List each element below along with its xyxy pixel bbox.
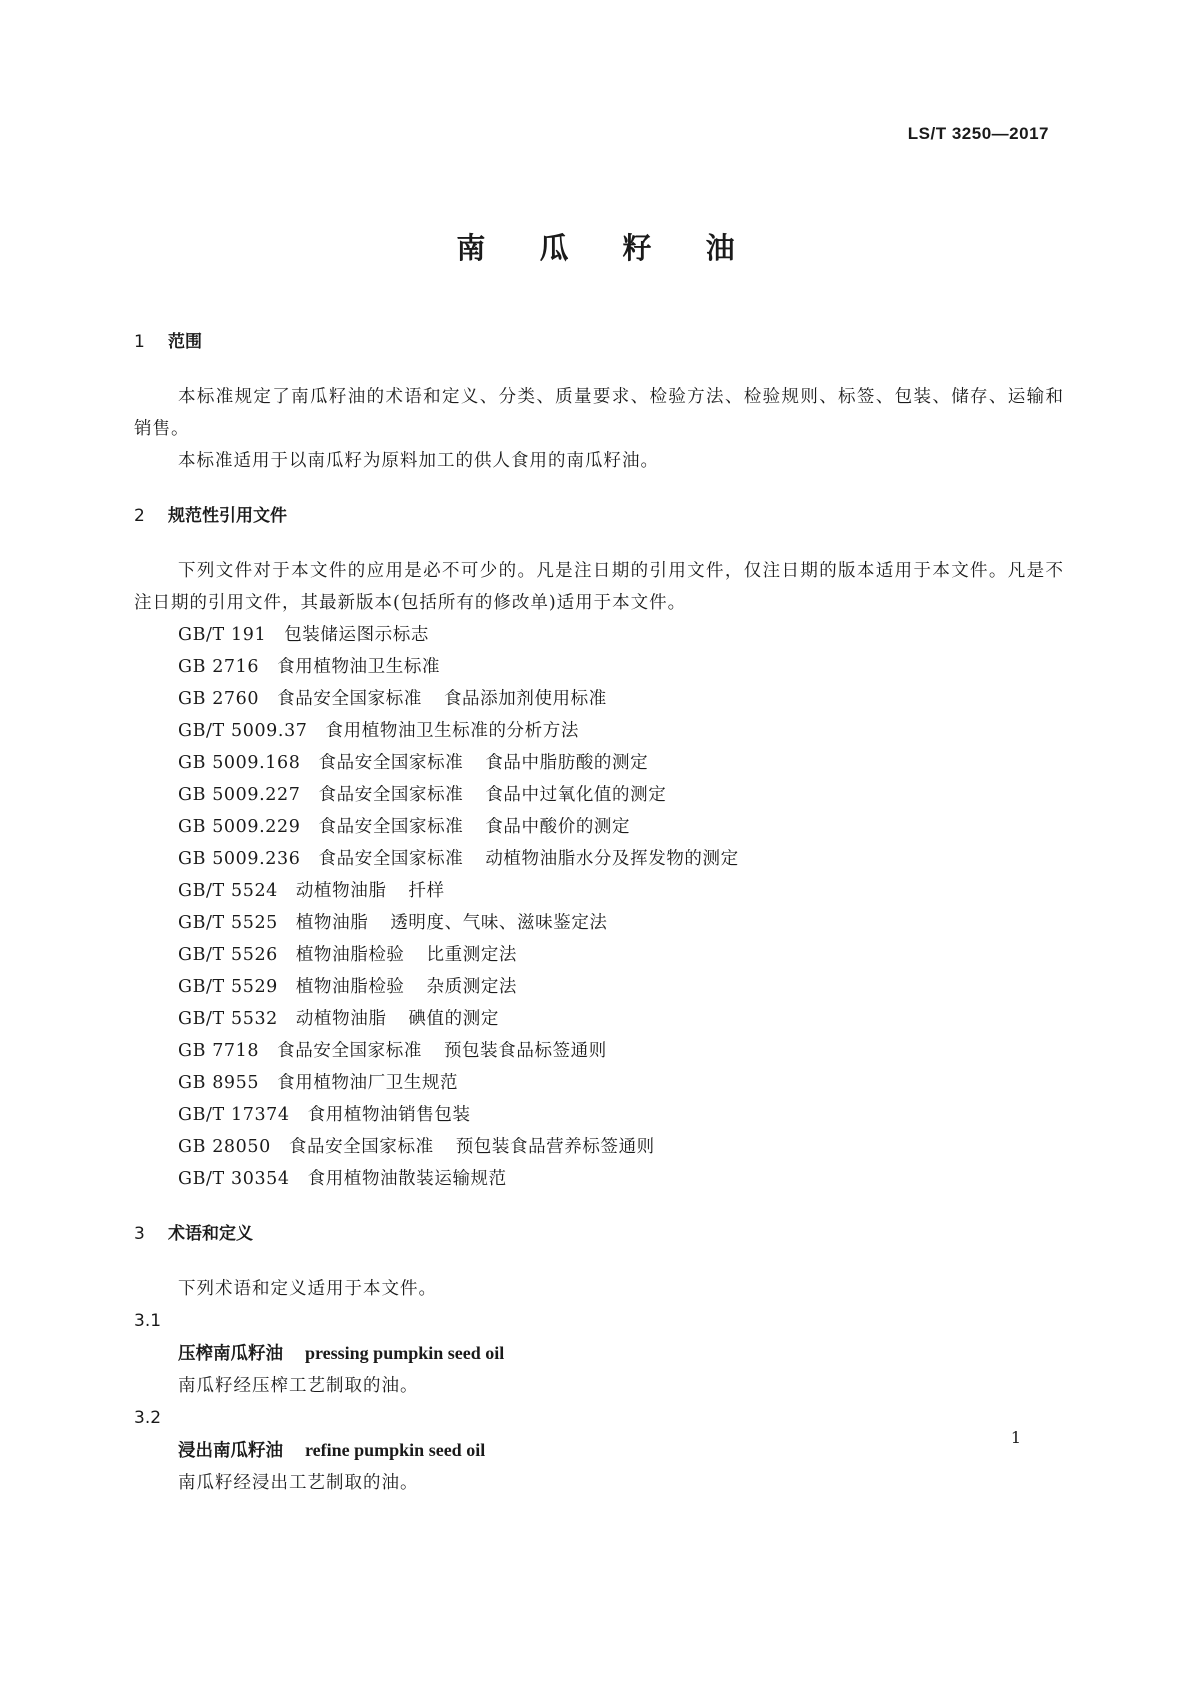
reference-code: GB 5009.168: [178, 753, 301, 773]
reference-subtitle: 比重测定法: [426, 945, 518, 965]
reference-title: 动植物油脂: [295, 1009, 387, 1029]
reference-item: [134, 715, 1064, 747]
reference-code: GB/T 5524: [178, 881, 278, 901]
section-title: 术语和定义: [168, 1224, 253, 1244]
reference-code: GB 5009.236: [178, 849, 301, 869]
standard-code: LS/T 3250—2017: [907, 124, 1049, 143]
reference-subtitle: 碘值的测定: [408, 1009, 499, 1029]
section-title: 规范性引用文件: [168, 506, 287, 526]
term-definition: 南瓜籽经浸出工艺制取的油。: [178, 1473, 419, 1493]
terms-intro-paragraph: 下列术语和定义适用于本文件。: [178, 1279, 437, 1299]
reference-item: [134, 1163, 1064, 1195]
reference-code: GB/T 17374: [178, 1105, 290, 1125]
reference-title: 食用植物油销售包装: [307, 1105, 471, 1125]
reference-code: GB 5009.229: [178, 817, 301, 837]
reference-subtitle: 透明度、气味、滋味鉴定法: [390, 913, 608, 933]
reference-code: GB/T 5525: [178, 913, 278, 933]
section-title: 范围: [168, 332, 202, 352]
reference-code: GB/T 5532: [178, 1009, 278, 1029]
reference-code: GB 2760: [178, 689, 260, 709]
reference-title: 食品安全国家标准: [318, 817, 464, 837]
reference-code: GB/T 5009.37: [178, 721, 308, 741]
reference-item: [134, 1131, 1064, 1163]
term-name: [134, 1434, 1064, 1467]
reference-code: GB/T 5529: [178, 977, 278, 997]
reference-code: GB 5009.227: [178, 785, 301, 805]
reference-code: GB/T 5526: [178, 945, 278, 965]
reference-code: GB/T 30354: [178, 1169, 290, 1189]
reference-code: GB 7718: [178, 1041, 260, 1061]
reference-title: 食用植物油散装运输规范: [307, 1169, 507, 1189]
term-name-zh: 浸出南瓜籽油: [178, 1441, 283, 1461]
reference-subtitle: 食品添加剂使用标准: [443, 689, 607, 709]
reference-item: [134, 747, 1064, 779]
reference-title: 植物油脂检验: [295, 945, 405, 965]
scope-paragraph: 本标准适用于以南瓜籽为原料加工的供人食用的南瓜籽油。: [178, 451, 659, 471]
term-definition: 南瓜籽经压榨工艺制取的油。: [178, 1376, 419, 1396]
reference-item: [134, 939, 1064, 971]
reference-item: [134, 779, 1064, 811]
reference-title: 食品安全国家标准: [288, 1137, 434, 1157]
reference-subtitle: 扦样: [408, 881, 445, 901]
term-name: [134, 1337, 1064, 1370]
reference-subtitle: 预包装食品营养标签通则: [455, 1137, 655, 1157]
section-number: 2: [134, 506, 145, 526]
reference-item: [134, 1099, 1064, 1131]
reference-title: 食品安全国家标准: [318, 753, 464, 773]
reference-title: 食用植物油卫生标准: [277, 657, 441, 677]
reference-title: 食用植物油厂卫生规范: [277, 1073, 459, 1093]
reference-item: [134, 843, 1064, 875]
reference-title: 食品安全国家标准: [318, 849, 464, 869]
reference-title: 食用植物油卫生标准的分析方法: [325, 721, 579, 741]
reference-item: [134, 683, 1064, 715]
document-body: [134, 330, 1064, 1499]
section-number: 3: [134, 1224, 145, 1244]
term-name-zh: 压榨南瓜籽油: [178, 1344, 283, 1364]
reference-item: [134, 1003, 1064, 1035]
reference-item: [134, 875, 1064, 907]
reference-item: [134, 1035, 1064, 1067]
reference-subtitle: 预包装食品标签通则: [443, 1041, 607, 1061]
reference-item: [134, 1067, 1064, 1099]
reference-title: 动植物油脂: [295, 881, 387, 901]
section-heading-scope: [134, 330, 1064, 354]
reference-title: 包装储运图示标志: [284, 625, 429, 645]
reference-title: 植物油脂: [295, 913, 369, 933]
reference-item: [134, 811, 1064, 843]
reference-code: GB 2716: [178, 657, 260, 677]
reference-subtitle: 杂质测定法: [426, 977, 518, 997]
term-number: 3.1: [134, 1311, 162, 1331]
term-number: 3.2: [134, 1408, 162, 1428]
section-number: 1: [134, 332, 145, 352]
reference-title: 食品安全国家标准: [277, 1041, 422, 1061]
reference-title: 食品安全国家标准: [277, 689, 422, 709]
reference-subtitle: 食品中过氧化值的测定: [485, 785, 667, 805]
page-number: 1: [1010, 1428, 1021, 1447]
term-name-en: pressing pumpkin seed oil: [305, 1343, 505, 1363]
reference-code: GB/T 191: [178, 625, 267, 645]
reference-list: [134, 619, 1064, 1195]
reference-code: GB 28050: [178, 1137, 271, 1157]
section-heading-normative-references: [134, 504, 1064, 528]
reference-code: GB 8955: [178, 1073, 260, 1093]
references-intro-paragraph: 下列文件对于本文件的应用是必不可少的。凡是注日期的引用文件，仅注日期的版本适用于本文件。凡是不注日期的引用文件，其最新版本(包括所有的修改单)适用于本文件。: [134, 561, 1064, 613]
reference-item: [134, 619, 1064, 651]
reference-item: [134, 651, 1064, 683]
reference-subtitle: 食品中脂肪酸的测定: [485, 753, 649, 773]
reference-title: 植物油脂检验: [295, 977, 405, 997]
reference-item: [134, 907, 1064, 939]
reference-subtitle: 动植物油脂水分及挥发物的测定: [485, 849, 739, 869]
reference-title: 食品安全国家标准: [318, 785, 464, 805]
document-title: 南 瓜 籽 油: [456, 231, 757, 265]
section-heading-terms-definitions: [134, 1222, 1064, 1246]
scope-paragraph: 本标准规定了南瓜籽油的术语和定义、分类、质量要求、检验方法、检验规则、标签、包装、储存、运输和销售。: [134, 387, 1064, 439]
reference-subtitle: 食品中酸价的测定: [485, 817, 631, 837]
term-name-en: refine pumpkin seed oil: [305, 1440, 486, 1460]
reference-item: [134, 971, 1064, 1003]
